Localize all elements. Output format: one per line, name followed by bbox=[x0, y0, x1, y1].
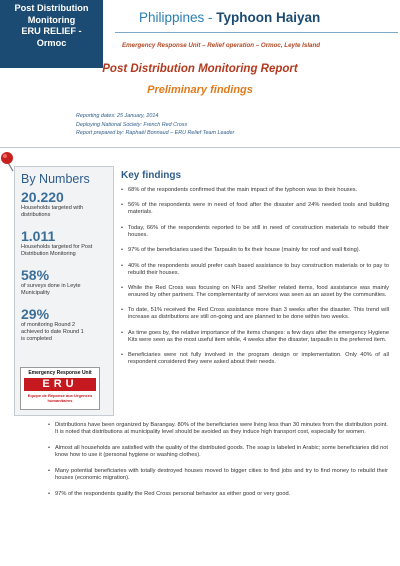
list-item: • To date, 51% received the Red Cross assistance more than 3 weeks after the disaster. This trend will increase as distributions are still on-going and are planned to be done within two weeks. bbox=[121, 307, 389, 321]
logo-mark: ERU bbox=[24, 378, 96, 391]
stat-item bbox=[21, 229, 113, 258]
list-item: • While the Red Cross was focusing on NFIs and Shelter related items, food assistance was mainly ensured by other partners. The complementarity of services was seen as an asset by the communities. bbox=[121, 285, 389, 299]
stat-label: Households targeted with distributions bbox=[21, 205, 84, 218]
additional-findings-list bbox=[48, 422, 388, 507]
report-subtitle: Preliminary findings bbox=[147, 84, 253, 96]
section-divider bbox=[0, 147, 400, 148]
stat-label: of surveys done in Leyte Municipality bbox=[21, 283, 81, 296]
badge-line: Post Distribution bbox=[14, 3, 89, 13]
list-item: • Beneficiaries were not fully involved in the program design or implementation. Only 40% of all respondent considered they were asked about their needs. bbox=[121, 352, 389, 366]
stat-item bbox=[21, 268, 113, 297]
report-badge bbox=[0, 0, 103, 68]
stat-value: 29% bbox=[21, 306, 50, 322]
list-item: • 56% of the respondents were in need of food after the disaster and 24% needed tools and building materials. bbox=[121, 202, 389, 216]
logo-bottom-text: Equipe de Réponse aux Urgences humanitaires bbox=[27, 393, 93, 403]
page-title bbox=[139, 10, 320, 25]
deploying-society: Deploying National Society: French Red Cross bbox=[76, 121, 188, 128]
eru-logo bbox=[20, 367, 100, 410]
report-meta bbox=[76, 112, 234, 138]
page-subtitle: Emergency Response Unit – Relief operation – Ormoc, Leyte Island bbox=[122, 42, 321, 49]
stat-value: 58% bbox=[21, 267, 50, 283]
prepared-by: Report prepared by: Raphaël Bonnaud – ERU Relief Team Leader bbox=[76, 130, 235, 136]
logo-top-text: Emergency Response Unit bbox=[28, 370, 92, 376]
badge-line: Ormoc bbox=[36, 37, 67, 48]
stat-value: 20.220 bbox=[21, 189, 64, 205]
key-findings-heading: Key findings bbox=[121, 170, 182, 181]
stat-item bbox=[21, 307, 113, 343]
key-findings-list bbox=[121, 187, 389, 375]
stat-item bbox=[21, 190, 113, 219]
badge-line: Monitoring bbox=[27, 14, 76, 25]
list-item: • Almost all households are satisfied with the quality of the distributed goods. The soap is labeled in Arabic; some beneficiaries did not know how to use it (personal hygiene or washing clothes). bbox=[48, 445, 388, 459]
stat-label: Households targeted for Post Distribution Monitoring bbox=[21, 244, 93, 257]
list-item: • 68% of the respondents confirmed that the main impact of the typhoon was to their houses. bbox=[121, 187, 389, 194]
list-item: • 97% of the respondents qualify the Red Cross personal behavior as either good or very good. bbox=[48, 491, 388, 498]
list-item: • Many potential beneficiaries with totally destroyed houses moved to bigger cities to find jobs and try to find money to rebuild their houses (economic migration). bbox=[48, 468, 388, 482]
list-item: • 97% of the beneficiaries used the Tarpaulin to fix their house (mainly for roof and wall fixing). bbox=[121, 247, 389, 254]
reporting-dates: Reporting dates: 25 January, 2014 bbox=[76, 113, 159, 119]
by-numbers-heading: By Numbers bbox=[21, 172, 90, 186]
header-divider bbox=[115, 32, 398, 33]
stat-label: of monitoring Round 2 achieved to date Round 1 is completed bbox=[21, 322, 84, 342]
list-item: • As time goes by, the relative importance of the items changes: a few days after the emergency Hygiene Kits were seen as the most useful item while, 4 weeks after the disaster, tarpaulin is the preferred item. bbox=[121, 330, 389, 344]
list-item: • Distributions have been organized by Barangay. 80% of the beneficiaries were living less than 30 minutes from the distribution point. It is noted that distributions at municipality level should be avoided as they induce high transport cost, especially for women. bbox=[48, 422, 388, 436]
report-title: Post Distribution Monitoring Report bbox=[102, 63, 298, 75]
stat-value: 1.011 bbox=[21, 228, 56, 244]
list-item: • 40% of the respondents would prefer cash based assistance to buy construction materials or to pay to rebuild their houses. bbox=[121, 263, 389, 277]
page-title-event: Typhoon Haiyan bbox=[216, 10, 321, 25]
list-item: • Today, 66% of the respondents reported to be still in need of construction materials to rebuild their houses. bbox=[121, 225, 389, 239]
page-title-country: Philippines - bbox=[139, 10, 217, 25]
badge-line: ERU RELIEF - bbox=[21, 26, 82, 36]
